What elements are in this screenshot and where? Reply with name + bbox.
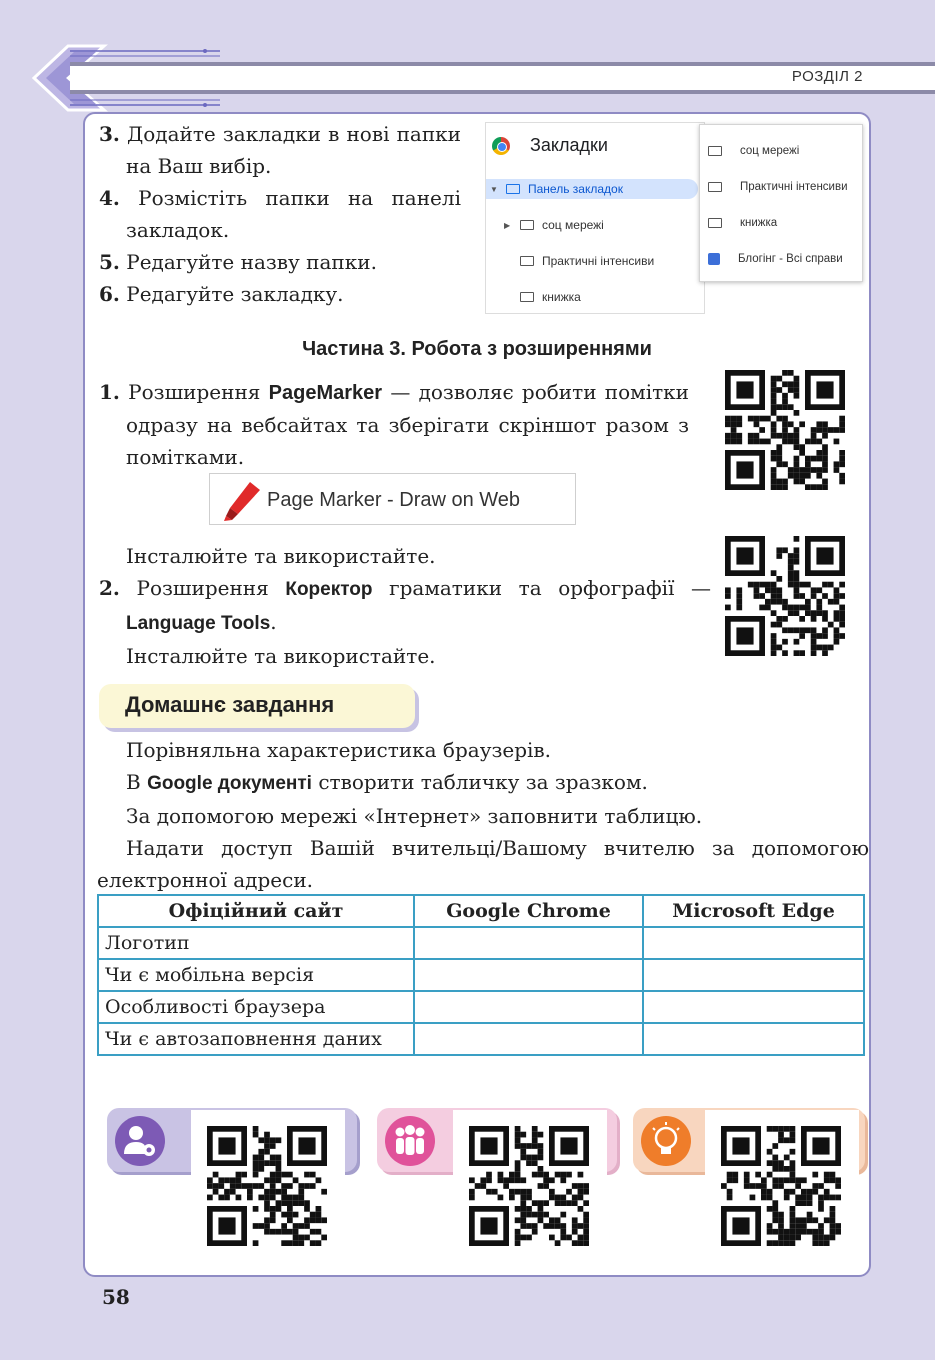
table-cell — [643, 991, 864, 1023]
step-item: 3. Додайте закладки в нові папки на Ваш вибір. — [99, 122, 461, 178]
bookmarks-content-list — [699, 124, 863, 282]
table-header-row — [98, 895, 864, 927]
table-cell — [643, 959, 864, 991]
homework-line: В Google документі створити табличку за зразком. — [126, 770, 648, 794]
extension-name: Коректор — [285, 579, 373, 600]
folder-icon — [520, 256, 534, 266]
table-header: Офіційний сайт — [98, 895, 414, 927]
table-row — [98, 991, 864, 1023]
google-docs-label: Google документі — [147, 773, 312, 794]
homework-title: Домашнє завдання — [125, 692, 335, 717]
blog-favicon-icon — [708, 253, 720, 265]
bookmark-folder-label: Панель закладок — [528, 182, 623, 196]
extension-name: Language Tools — [126, 613, 271, 634]
table-row — [98, 1023, 864, 1055]
bookmark-folder-item[interactable] — [504, 215, 604, 235]
table-cell: Чи є автозаповнення даних — [98, 1023, 414, 1055]
resource-card-group — [377, 1108, 617, 1172]
resource-card-teacher — [107, 1108, 357, 1172]
bookmark-folder-label: книжка — [542, 290, 581, 304]
item-text: Розширення — [128, 380, 269, 404]
caret-down-icon: ▼ — [490, 184, 498, 194]
bookmark-folder-item[interactable] — [520, 251, 654, 271]
teacher-settings-icon — [115, 1116, 165, 1166]
homework-line: Порівняльна характеристика браузерів. — [126, 738, 552, 762]
caret-right-icon: ▶ — [504, 220, 511, 230]
table-row — [98, 959, 864, 991]
item-number: 2. — [99, 576, 120, 600]
marker-pen-icon — [222, 480, 262, 522]
item-text: — дозволяє робити помітки одразу на вебсайтах та зберігати скріншот разом з помітками. — [126, 380, 689, 469]
qr-code-icon — [725, 536, 845, 656]
folder-icon — [708, 146, 722, 156]
header-lines-decoration — [60, 48, 230, 108]
table-cell — [643, 1023, 864, 1055]
qr-code-idea[interactable] — [705, 1110, 859, 1256]
item-text: граматики та орфографії — — [372, 576, 712, 600]
bookmark-list-label: книжка — [740, 217, 778, 229]
bookmark-list-item[interactable] — [708, 141, 799, 161]
part3-item1 — [99, 376, 689, 473]
table-cell: Особливості браузера — [98, 991, 414, 1023]
section-title: РОЗДІЛ 2 — [791, 68, 863, 85]
qr-code-icon — [469, 1126, 589, 1246]
table-cell — [414, 1023, 643, 1055]
qr-code-icon — [207, 1126, 327, 1246]
bookmark-list-item[interactable] — [708, 213, 777, 233]
item-number: 1. — [99, 380, 120, 404]
homework-tab — [99, 684, 415, 728]
install-instruction: Інсталюйте та використайте. — [126, 644, 436, 668]
bookmark-list-label: Блогінг - Всі справи — [738, 253, 843, 265]
lightbulb-icon — [641, 1116, 691, 1166]
qr-code-icon — [721, 1126, 841, 1246]
qr-code-group[interactable] — [453, 1110, 607, 1256]
qr-code-icon — [725, 370, 845, 490]
badge-label: Page Marker - Draw on Web — [267, 489, 521, 511]
table-cell — [414, 927, 643, 959]
content-frame — [83, 112, 871, 1277]
homework-line: Надати доступ Вашій вчительці/Вашому вчителю за допомогою електронної адреси. — [97, 836, 869, 892]
step-item: 5. Редагуйте назву папки. — [99, 250, 377, 274]
table-cell: Логотип — [98, 927, 414, 959]
table-header: Microsoft Edge — [643, 895, 864, 927]
step-item: 4. Розмістіть папки на панелі закладок. — [99, 186, 461, 242]
table-cell — [414, 991, 643, 1023]
item-text: Розширення — [136, 576, 286, 600]
bookmark-list-item[interactable] — [708, 249, 843, 269]
bookmark-list-label: Практичні інтенсиви — [740, 181, 848, 193]
folder-icon — [506, 184, 520, 194]
table-cell: Чи є мобільна версія — [98, 959, 414, 991]
bookmarks-screenshot — [485, 122, 865, 314]
item-text: . — [270, 610, 277, 634]
table-cell — [414, 959, 643, 991]
bookmark-list-item[interactable] — [708, 177, 848, 197]
qr-code-language-tools[interactable] — [725, 536, 845, 656]
install-instruction: Інсталюйте та використайте. — [126, 544, 436, 568]
steps-list — [99, 118, 461, 310]
folder-icon — [708, 182, 722, 192]
page-marker-badge[interactable] — [209, 473, 576, 525]
homework-text — [97, 734, 869, 896]
chrome-logo-icon — [492, 137, 510, 155]
bookmark-list-label: соц мережі — [740, 145, 800, 157]
part3-item2 — [99, 540, 711, 672]
part3-heading: Частина 3. Робота з розширеннями — [302, 338, 652, 360]
qr-code-teacher[interactable] — [191, 1110, 345, 1256]
comparison-table — [97, 894, 865, 1056]
table-header: Google Chrome — [414, 895, 643, 927]
qr-code-pagemarker[interactable] — [725, 370, 845, 490]
table-cell — [643, 927, 864, 959]
folder-icon — [520, 292, 534, 302]
extension-name: PageMarker — [268, 382, 383, 404]
folder-icon — [520, 220, 534, 230]
bookmarks-bar-item[interactable] — [486, 179, 698, 199]
bookmarks-sidebar — [485, 122, 705, 314]
bookmark-folder-item[interactable] — [520, 287, 581, 307]
bookmarks-title: Закладки — [530, 135, 608, 155]
bookmark-folder-label: Практичні інтенсиви — [542, 254, 655, 268]
bookmark-folder-label: соц мережі — [542, 218, 604, 232]
table-row — [98, 927, 864, 959]
page-number: 58 — [102, 1285, 130, 1309]
homework-line: За допомогою мережі «Інтернет» заповнити таблицю. — [126, 804, 703, 828]
people-group-icon — [385, 1116, 435, 1166]
resource-card-idea — [633, 1108, 865, 1172]
step-item: 6. Редагуйте закладку. — [99, 282, 344, 306]
folder-icon — [708, 218, 722, 228]
